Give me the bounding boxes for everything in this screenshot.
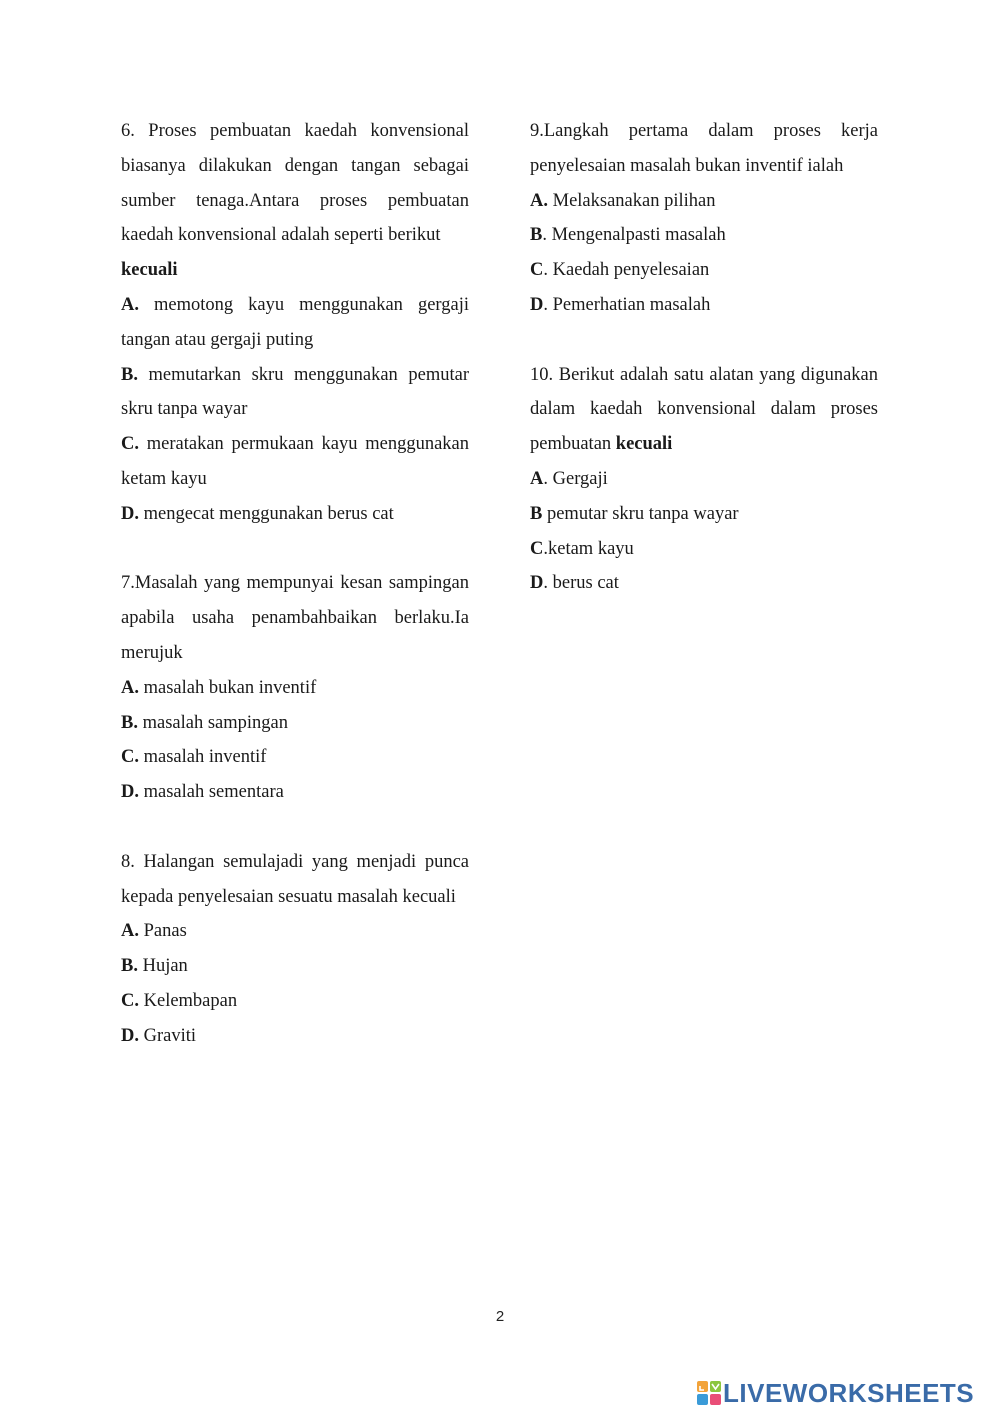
question-7-option-c[interactable]: C. masalah inventif	[121, 747, 267, 768]
question-6-option-b[interactable]: B. memutarkan skru menggunakan pemutar skru tanpa wayar	[121, 364, 469, 420]
question-10-stem: 10. Berikut adalah satu alatan yang digunakan dalam kaedah konvensional dalam proses pembuatan kecuali	[530, 364, 878, 455]
question-7-stem: 7.Masalah yang mempunyai kesan sampingan apabila usaha penambahbaikan berlaku.Ia merujuk	[121, 573, 469, 663]
liveworksheets-wordmark: LIVEWORKSHEETS	[723, 1378, 975, 1408]
question-6	[121, 114, 469, 532]
question-9-stem: 9.Langkah pertama dalam proses kerja penyelesaian masalah bukan inventif ialah	[530, 121, 878, 176]
right-column	[530, 114, 878, 636]
question-9-option-c[interactable]: C. Kaedah penyelesaian	[530, 260, 710, 281]
question-9-option-d[interactable]: D. Pemerhatian masalah	[530, 294, 711, 315]
question-7-option-d[interactable]: D. masalah sementara	[121, 782, 284, 803]
question-9-option-b[interactable]: B. Mengenalpasti masalah	[530, 225, 726, 246]
question-8-option-a[interactable]: A. Panas	[121, 921, 187, 942]
question-8-option-b[interactable]: B. Hujan	[121, 956, 188, 977]
left-column	[121, 114, 469, 1088]
question-10-emphasis: kecuali	[615, 434, 673, 455]
question-8-stem: 8. Halangan semulajadi yang menjadi punca kepada penyelesaian sesuatu masalah kecuali	[121, 851, 469, 907]
question-6-option-a[interactable]: A. memotong kayu menggunakan gergaji tangan atau gergaji puting	[121, 294, 469, 350]
question-10-option-b[interactable]: B pemutar skru tanpa wayar	[530, 503, 739, 524]
question-10-option-c[interactable]: C.ketam kayu	[530, 538, 634, 559]
question-9-option-a[interactable]: A. Melaksanakan pilihan	[530, 190, 716, 211]
question-7	[121, 566, 469, 810]
question-8-option-c[interactable]: C. Kelembapan	[121, 990, 238, 1011]
question-10-option-d[interactable]: D. berus cat	[530, 573, 619, 594]
question-6-emphasis: kecuali	[121, 260, 178, 281]
question-6-option-c[interactable]: C. meratakan permukaan kayu menggunakan ketam kayu	[121, 434, 469, 489]
question-10	[530, 358, 878, 602]
liveworksheets-brand[interactable]	[697, 1378, 974, 1408]
question-8-option-d[interactable]: D. Graviti	[121, 1025, 197, 1046]
question-7-option-a[interactable]: A. masalah bukan inventif	[121, 677, 317, 698]
question-10-option-a[interactable]: A. Gergaji	[530, 468, 608, 489]
question-6-stem: 6. Proses pembuatan kaedah konvensional biasanya dilakukan dengan tangan sebagai sumber tenaga.Antara proses pembuatan kaedah konvensional adalah seperti berikut kecuali	[121, 121, 469, 281]
liveworksheets-logo-icon	[697, 1381, 721, 1405]
question-8	[121, 845, 469, 1054]
question-6-option-d[interactable]: D. mengecat menggunakan berus cat	[121, 503, 394, 524]
question-7-option-b[interactable]: B. masalah sampingan	[121, 712, 288, 733]
question-9	[530, 114, 878, 323]
page-number: 2	[495, 1308, 505, 1325]
